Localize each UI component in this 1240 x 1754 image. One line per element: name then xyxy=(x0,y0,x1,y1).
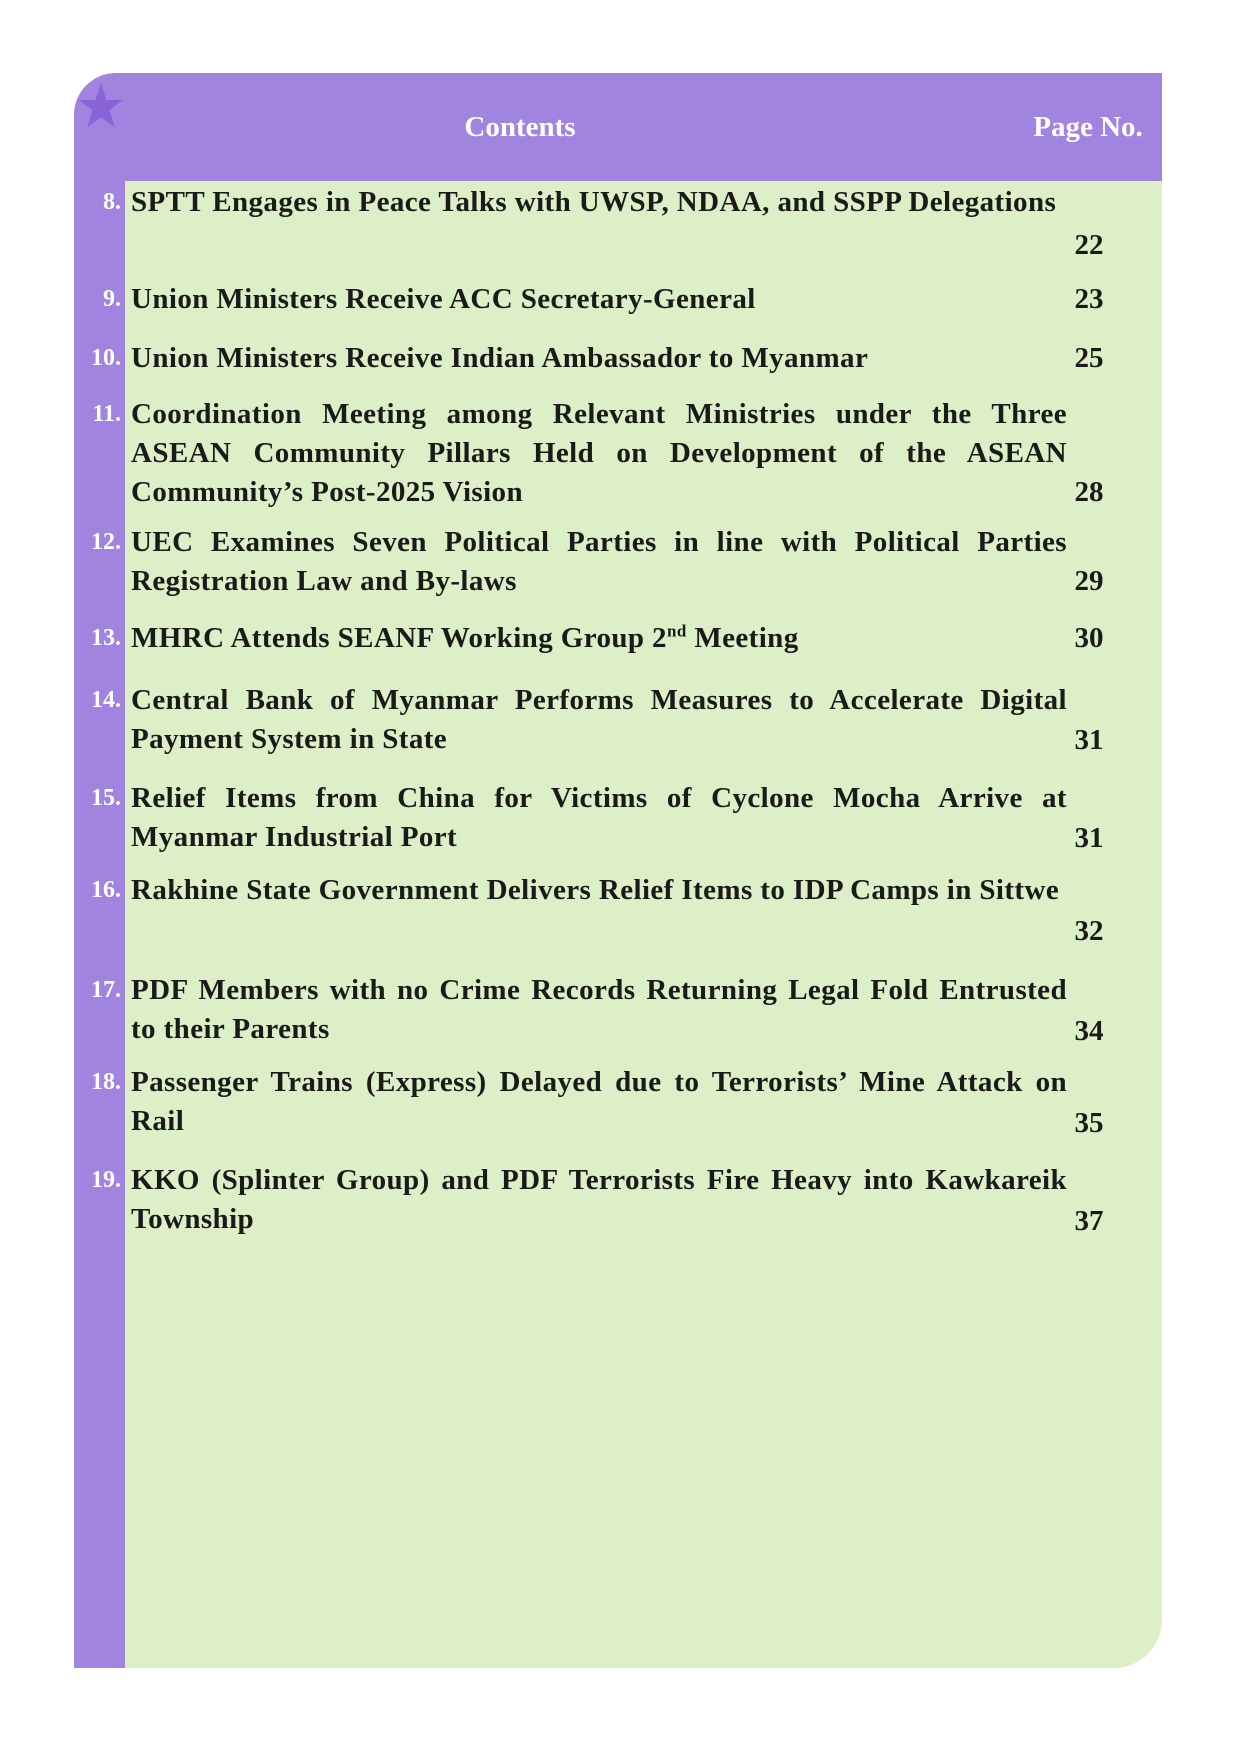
entry-number: 8. xyxy=(103,189,121,215)
entry-number: 16. xyxy=(91,877,121,903)
entry-number: 19. xyxy=(91,1167,121,1193)
entry-number: 18. xyxy=(91,1069,121,1095)
toc-entry[interactable] xyxy=(74,619,1162,658)
entry-number: 9. xyxy=(103,286,121,312)
entry-title: Rakhine State Government Delivers Relief Items to IDP Camps in Sittwe xyxy=(131,874,1060,906)
toc-entry[interactable] xyxy=(74,971,1162,1051)
toc-entry[interactable] xyxy=(74,523,1162,601)
entry-page-number: 23 xyxy=(1074,283,1104,315)
entry-title: Union Ministers Receive Indian Ambassador to Myanmar xyxy=(131,342,869,374)
toc-entry[interactable] xyxy=(74,280,1162,319)
entry-number: 12. xyxy=(91,529,121,555)
entry-page-number: 34 xyxy=(1074,1015,1104,1047)
entry-page-number: 31 xyxy=(1074,724,1104,756)
entry-title: Central Bank of Myanmar Performs Measures to Accelerate Digital Payment System in State xyxy=(131,684,1067,755)
entry-title: PDF Members with no Crime Records Returning Legal Fold Entrusted to their Parents xyxy=(131,974,1067,1045)
entry-page-number: 22 xyxy=(1074,229,1104,261)
entry-page-number: 25 xyxy=(1074,342,1104,374)
entry-number: 11. xyxy=(92,401,121,427)
entry-title: SPTT Engages in Peace Talks with UWSP, NDAA, and SSPP Delegations xyxy=(131,186,1057,218)
star-icon xyxy=(79,81,123,135)
toc-entry[interactable] xyxy=(74,1063,1162,1143)
entry-page-number: 32 xyxy=(1074,915,1104,947)
entry-title: Relief Items from China for Victims of Cyclone Mocha Arrive at Myanmar Industrial Port xyxy=(131,782,1067,853)
entry-number: 17. xyxy=(91,977,121,1003)
entry-title: Passenger Trains (Express) Delayed due to Terrorists’ Mine Attack on Rail xyxy=(131,1066,1067,1137)
page-number-heading: Page No. xyxy=(1033,111,1143,143)
entry-page-number: 31 xyxy=(1074,822,1104,854)
entry-number: 13. xyxy=(91,625,121,651)
toc-entry[interactable] xyxy=(74,339,1162,378)
entry-title-end: Meeting xyxy=(686,622,799,654)
entry-number: 15. xyxy=(91,785,121,811)
toc-entry[interactable] xyxy=(74,681,1162,760)
entry-page-number: 30 xyxy=(1074,622,1104,654)
entry-title: UEC Examines Seven Political Parties in line with Political Parties Registration Law and By-laws xyxy=(131,526,1067,597)
entry-number: 10. xyxy=(91,345,121,371)
toc-entry[interactable] xyxy=(74,395,1162,512)
entry-title xyxy=(131,619,1067,658)
entry-page-number: 37 xyxy=(1074,1205,1104,1237)
toc-entry[interactable] xyxy=(74,1161,1162,1241)
entry-title-main: MHRC Attends SEANF Working Group 2 xyxy=(131,622,667,654)
toc-entry[interactable] xyxy=(74,183,1162,265)
entry-number: 14. xyxy=(91,687,121,713)
entry-page-number: 35 xyxy=(1074,1107,1104,1139)
entry-page-number: 28 xyxy=(1074,476,1104,508)
entry-page-number: 29 xyxy=(1074,565,1104,597)
contents-heading: Contents xyxy=(464,111,576,143)
entry-title: Union Ministers Receive ACC Secretary-General xyxy=(131,283,756,315)
toc-entry[interactable] xyxy=(74,779,1162,858)
entry-title-superscript: nd xyxy=(666,621,687,641)
contents-panel xyxy=(74,73,1162,1668)
toc-entry[interactable] xyxy=(74,871,1162,951)
entry-title: KKO (Splinter Group) and PDF Terrorists Fire Heavy into Kawkareik Township xyxy=(131,1164,1067,1235)
entry-title: Coordination Meeting among Relevant Ministries under the Three ASEAN Community Pillars Held on Development of the ASEAN Community’s Post-2025 Vision xyxy=(131,398,1067,508)
